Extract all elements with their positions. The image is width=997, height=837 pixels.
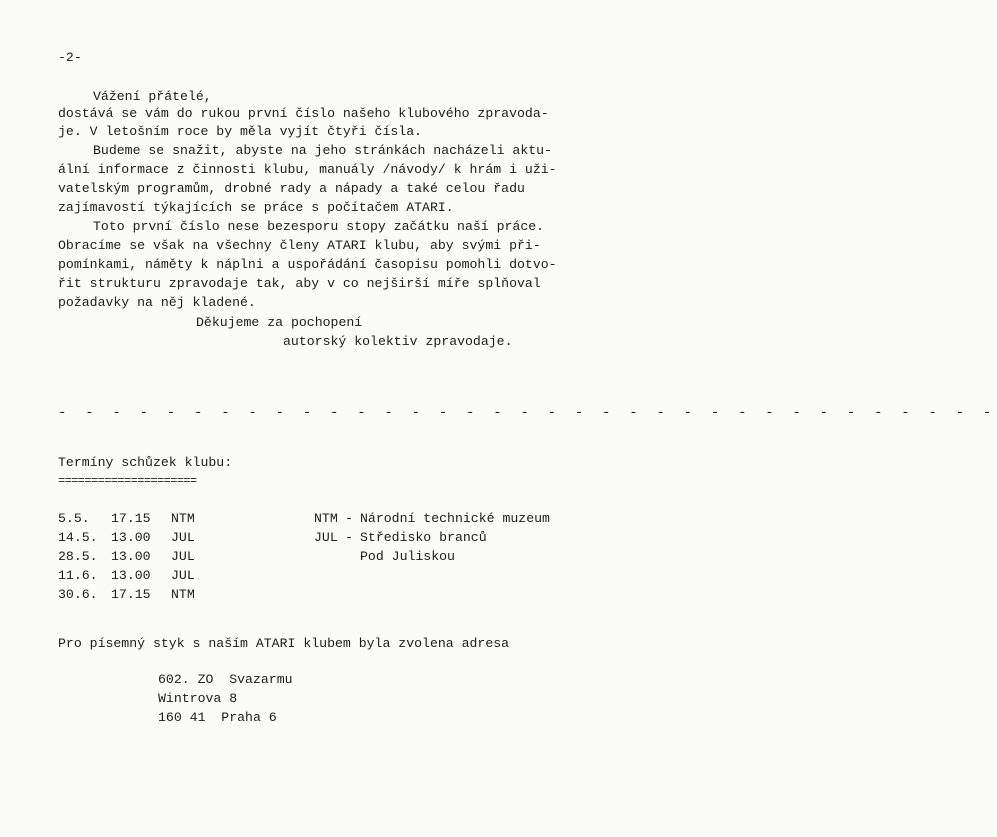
address-intro: Pro písemný styk s naším ATARI klubem byla zvolena adresa [58,636,510,651]
legend-desc: Středisko branců [360,530,487,545]
schedule-underline: ===================== [58,474,197,488]
meeting-time: 13.00 [111,568,151,583]
letter-line: Vážení přátelé, [93,89,212,104]
letter-line: Toto první číslo nese bezesporu stopy začátku naší práce. [93,219,545,234]
letter-line: dostává se vám do rukou první číslo našeho klubového zpravoda- [58,106,549,121]
meeting-date: 11.6. [58,568,98,583]
meeting-date: 14.5. [58,530,98,545]
legend-abbr: JUL [314,530,338,545]
letter-line: řit strukturu zpravodaje tak, aby v co nejširší míře splňoval [58,276,541,291]
schedule-heading: Termíny schůzek klubu: [58,455,233,470]
meeting-time: 13.00 [111,530,151,545]
legend-desc: Pod Juliskou [360,549,455,564]
legend-abbr: NTM [314,511,338,526]
meeting-date: 5.5. [58,511,90,526]
letter-line: zajímavostí týkajících se práce s počítačem ATARI. [58,200,454,215]
address-line: 160 41 Praha 6 [158,710,277,725]
meeting-place: NTM [171,587,195,602]
meeting-date: 28.5. [58,549,98,564]
meeting-date: 30.6. [58,587,98,602]
legend-dash: - [345,511,353,526]
meeting-time: 17.15 [111,511,151,526]
dashed-separator: - - - - - - - - - - - - - - - - - - - - - - - - - - - - - - - - - - - [58,405,997,421]
letter-line: požadavky na něj kladené. [58,295,256,310]
letter-line: ální informace z činnosti klubu, manuály /návody/ k hrám i uži- [58,162,557,177]
meeting-time: 13.00 [111,549,151,564]
letter-line: pomínkami, náměty k náplni a uspořádání časopisu pomohli dotvo- [58,257,557,272]
meeting-place: JUL [171,549,195,564]
address-line: 602. ZO Svazarmu [158,672,293,687]
legend-desc: Národní technické muzeum [360,511,550,526]
legend-dash: - [345,530,353,545]
letter-line: Obracíme se však na všechny členy ATARI klubu, aby svými při- [58,238,541,253]
meeting-place: JUL [171,530,195,545]
meeting-place: JUL [171,568,195,583]
letter-line: Budeme se snažit, abyste na jeho stránkách nacházeli aktu- [93,143,552,158]
closing-signature: autorský kolektiv zpravodaje. [283,334,513,349]
letter-line: vatelským programům, drobné rady a nápady a také celou řadu [58,181,525,196]
address-line: Wintrova 8 [158,691,238,706]
meeting-time: 17.15 [111,587,151,602]
meeting-place: NTM [171,511,195,526]
page-number: -2- [58,50,82,65]
letter-line: je. V letošním roce by měla vyjít čtyři čísla. [58,124,423,139]
closing-thanks: Děkujeme za pochopení [196,315,363,330]
